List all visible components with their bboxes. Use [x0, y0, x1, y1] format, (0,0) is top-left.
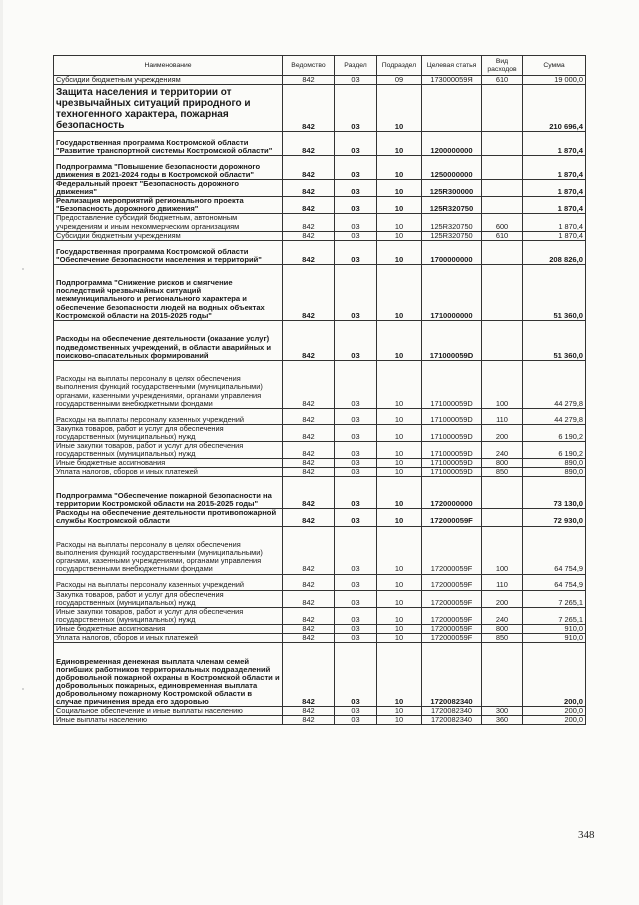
cell-name: Иные бюджетные ассигнования — [54, 459, 283, 468]
cell-agency: 842 — [283, 320, 335, 360]
cell-name: Защита населения и территории от чрезвычайных ситуаций природного и техногенного характера, пожарная безопасность — [54, 85, 283, 132]
cell-name: Субсидии бюджетным учреждениям — [54, 76, 283, 85]
cell-type: 610 — [482, 76, 523, 85]
cell-section: 03 — [335, 574, 377, 590]
cell-sum: 7 265,1 — [523, 607, 586, 624]
cell-name: Закупка товаров, работ и услуг для обеспечения государственных (муниципальных) нужд — [54, 590, 283, 607]
cell-sum: 910,0 — [523, 624, 586, 633]
table-row — [54, 633, 586, 642]
cell-section: 03 — [335, 197, 377, 214]
cell-agency: 842 — [283, 408, 335, 424]
cell-agency: 842 — [283, 643, 335, 707]
table-row — [54, 643, 586, 707]
cell-type — [482, 85, 523, 132]
cell-type: 110 — [482, 408, 523, 424]
cell-subsection: 09 — [377, 76, 422, 85]
cell-type: 100 — [482, 526, 523, 574]
cell-section: 03 — [335, 459, 377, 468]
cell-agency: 842 — [283, 707, 335, 716]
cell-type — [482, 240, 523, 264]
cell-sum: 200,0 — [523, 716, 586, 725]
cell-subsection: 10 — [377, 526, 422, 574]
cell-name: Расходы на выплаты персоналу казенных учреждений — [54, 574, 283, 590]
cell-sum: 890,0 — [523, 459, 586, 468]
cell-type: 610 — [482, 231, 523, 240]
cell-section: 03 — [335, 408, 377, 424]
table-row — [54, 76, 586, 85]
table-row — [54, 509, 586, 526]
cell-sum: 1 870,4 — [523, 132, 586, 156]
cell-sum: 64 754,9 — [523, 526, 586, 574]
cell-target: 1720082340 — [422, 716, 482, 725]
cell-section: 03 — [335, 231, 377, 240]
cell-agency: 842 — [283, 180, 335, 197]
cell-subsection: 10 — [377, 180, 422, 197]
cell-type: 800 — [482, 459, 523, 468]
cell-subsection: 10 — [377, 468, 422, 477]
cell-agency: 842 — [283, 240, 335, 264]
cell-type: 300 — [482, 707, 523, 716]
cell-section: 03 — [335, 360, 377, 408]
cell-target: 172000059F — [422, 607, 482, 624]
cell-name: Государственная программа Костромской области "Обеспечение безопасности населения и территорий" — [54, 240, 283, 264]
cell-subsection: 10 — [377, 707, 422, 716]
cell-subsection: 10 — [377, 197, 422, 214]
cell-sum: 51 360,0 — [523, 320, 586, 360]
scan-speck — [22, 688, 24, 690]
cell-name: Иные закупки товаров, работ и услуг для обеспечения государственных (муниципальных) нужд — [54, 607, 283, 624]
cell-agency: 842 — [283, 156, 335, 180]
cell-subsection: 10 — [377, 574, 422, 590]
cell-subsection: 10 — [377, 509, 422, 526]
cell-target: 172000059F — [422, 624, 482, 633]
cell-type — [482, 264, 523, 320]
cell-section: 03 — [335, 424, 377, 441]
cell-name: Подпрограмма "Повышение безопасности дорожного движения в 2021-2024 годы в Костромской области" — [54, 156, 283, 180]
cell-sum: 890,0 — [523, 468, 586, 477]
cell-type: 240 — [482, 607, 523, 624]
cell-type: 850 — [482, 468, 523, 477]
cell-type — [482, 132, 523, 156]
page-number: 348 — [578, 829, 595, 841]
cell-target: 125R300000 — [422, 180, 482, 197]
cell-target: 1250000000 — [422, 156, 482, 180]
cell-subsection: 10 — [377, 85, 422, 132]
table-row — [54, 180, 586, 197]
cell-name: Реализация мероприятий регионального проекта "Безопасность дорожного движения" — [54, 197, 283, 214]
cell-target: 1720082340 — [422, 643, 482, 707]
cell-type — [482, 509, 523, 526]
cell-sum: 200,0 — [523, 643, 586, 707]
cell-agency: 842 — [283, 459, 335, 468]
cell-sum: 7 265,1 — [523, 590, 586, 607]
cell-section: 03 — [335, 76, 377, 85]
cell-section: 03 — [335, 509, 377, 526]
table-row — [54, 526, 586, 574]
cell-subsection: 10 — [377, 320, 422, 360]
cell-section: 03 — [335, 477, 377, 509]
cell-agency: 842 — [283, 197, 335, 214]
cell-agency: 842 — [283, 214, 335, 231]
cell-name: Социальное обеспечение и иные выплаты населению — [54, 707, 283, 716]
cell-section: 03 — [335, 590, 377, 607]
table-row — [54, 707, 586, 716]
cell-section: 03 — [335, 607, 377, 624]
cell-subsection: 10 — [377, 132, 422, 156]
header-type: Вид расходов — [482, 56, 523, 76]
table-row — [54, 132, 586, 156]
cell-subsection: 10 — [377, 156, 422, 180]
cell-target: 172000059F — [422, 526, 482, 574]
cell-subsection: 10 — [377, 716, 422, 725]
cell-type: 240 — [482, 441, 523, 458]
cell-type: 200 — [482, 590, 523, 607]
table-header-row — [54, 56, 586, 76]
cell-section: 03 — [335, 526, 377, 574]
cell-subsection: 10 — [377, 231, 422, 240]
page-edge — [0, 0, 3, 905]
cell-subsection: 10 — [377, 408, 422, 424]
cell-sum: 6 190,2 — [523, 441, 586, 458]
table-row — [54, 231, 586, 240]
header-agency: Ведомство — [283, 56, 335, 76]
scan-speck — [22, 268, 24, 270]
cell-sum: 210 696,4 — [523, 85, 586, 132]
cell-section: 03 — [335, 214, 377, 231]
cell-target: 125R320750 — [422, 231, 482, 240]
cell-subsection: 10 — [377, 264, 422, 320]
cell-agency: 842 — [283, 477, 335, 509]
cell-target: 1720000000 — [422, 477, 482, 509]
cell-type: 600 — [482, 214, 523, 231]
cell-agency: 842 — [283, 716, 335, 725]
cell-type — [482, 197, 523, 214]
cell-name: Расходы на выплаты персоналу в целях обеспечения выполнения функций государственными (муниципальными) органами, казенными учреждениями, органами управления государственными внебюджетными фондами — [54, 360, 283, 408]
table-row — [54, 214, 586, 231]
header-name: Наименование — [54, 56, 283, 76]
cell-target: 173000059Я — [422, 76, 482, 85]
cell-section: 03 — [335, 441, 377, 458]
cell-subsection: 10 — [377, 424, 422, 441]
cell-target: 1720082340 — [422, 707, 482, 716]
table-row — [54, 590, 586, 607]
cell-subsection: 10 — [377, 643, 422, 707]
cell-target: 171000059D — [422, 468, 482, 477]
cell-sum: 44 279,8 — [523, 408, 586, 424]
cell-type — [482, 320, 523, 360]
cell-type — [482, 180, 523, 197]
table-row — [54, 477, 586, 509]
cell-subsection: 10 — [377, 214, 422, 231]
cell-target: 125R320750 — [422, 197, 482, 214]
cell-agency: 842 — [283, 441, 335, 458]
cell-agency: 842 — [283, 468, 335, 477]
cell-name: Расходы на выплаты персоналу казенных учреждений — [54, 408, 283, 424]
table-row — [54, 360, 586, 408]
cell-type: 100 — [482, 360, 523, 408]
table-row — [54, 320, 586, 360]
cell-name: Расходы на обеспечение деятельности противопожарной службы Костромской области — [54, 509, 283, 526]
cell-agency: 842 — [283, 424, 335, 441]
cell-sum: 73 130,0 — [523, 477, 586, 509]
cell-sum: 1 870,4 — [523, 231, 586, 240]
cell-section: 03 — [335, 643, 377, 707]
table-row — [54, 574, 586, 590]
cell-subsection: 10 — [377, 624, 422, 633]
cell-subsection: 10 — [377, 590, 422, 607]
cell-subsection: 10 — [377, 441, 422, 458]
cell-agency: 842 — [283, 590, 335, 607]
cell-sum: 44 279,8 — [523, 360, 586, 408]
table-row — [54, 459, 586, 468]
cell-target: 1710000000 — [422, 264, 482, 320]
header-sum: Сумма — [523, 56, 586, 76]
cell-target: 172000059F — [422, 574, 482, 590]
cell-agency: 842 — [283, 76, 335, 85]
cell-sum: 51 360,0 — [523, 264, 586, 320]
cell-sum: 910,0 — [523, 633, 586, 642]
cell-type — [482, 477, 523, 509]
cell-section: 03 — [335, 240, 377, 264]
table-row — [54, 408, 586, 424]
cell-target: 171000059D — [422, 441, 482, 458]
table-row — [54, 156, 586, 180]
cell-target: 172000059F — [422, 633, 482, 642]
cell-target: 171000059D — [422, 360, 482, 408]
cell-agency: 842 — [283, 360, 335, 408]
table-row — [54, 264, 586, 320]
cell-target: 171000059D — [422, 459, 482, 468]
cell-name: Федеральный проект "Безопасность дорожного движения" — [54, 180, 283, 197]
cell-name: Подпрограмма "Обеспечение пожарной безопасности на территории Костромской области на 2015-2025 годы" — [54, 477, 283, 509]
cell-subsection: 10 — [377, 633, 422, 642]
cell-target: 171000059D — [422, 424, 482, 441]
cell-name: Иные закупки товаров, работ и услуг для обеспечения государственных (муниципальных) нужд — [54, 441, 283, 458]
cell-type — [482, 643, 523, 707]
cell-type: 360 — [482, 716, 523, 725]
cell-target: 1700000000 — [422, 240, 482, 264]
cell-name: Иные выплаты населению — [54, 716, 283, 725]
cell-sum: 64 754,9 — [523, 574, 586, 590]
cell-section: 03 — [335, 633, 377, 642]
cell-type: 850 — [482, 633, 523, 642]
table-row — [54, 624, 586, 633]
cell-agency: 842 — [283, 574, 335, 590]
cell-section: 03 — [335, 156, 377, 180]
table-row — [54, 468, 586, 477]
cell-target: 171000059D — [422, 408, 482, 424]
cell-section: 03 — [335, 707, 377, 716]
table-row — [54, 85, 586, 132]
table-row — [54, 424, 586, 441]
cell-type: 110 — [482, 574, 523, 590]
table-row — [54, 607, 586, 624]
cell-name: Предоставление субсидий бюджетным, автономным учреждениям и иным некоммерческим организациям — [54, 214, 283, 231]
cell-type: 200 — [482, 424, 523, 441]
cell-agency: 842 — [283, 231, 335, 240]
cell-name: Единовременная денежная выплата членам семей погибших работников территориальных подразделений добровольной пожарной охраны в Костромской области и добровольных пожарных, единовременная выплата добровольному пожарному Костромской области в случае причинения вреда его здоровью — [54, 643, 283, 707]
table-body — [54, 76, 586, 725]
cell-sum: 1 870,4 — [523, 197, 586, 214]
cell-section: 03 — [335, 85, 377, 132]
cell-agency: 842 — [283, 509, 335, 526]
cell-section: 03 — [335, 180, 377, 197]
cell-sum: 1 870,4 — [523, 214, 586, 231]
table-row — [54, 197, 586, 214]
cell-agency: 842 — [283, 526, 335, 574]
cell-sum: 19 000,0 — [523, 76, 586, 85]
cell-section: 03 — [335, 320, 377, 360]
cell-agency: 842 — [283, 132, 335, 156]
table-row — [54, 441, 586, 458]
cell-section: 03 — [335, 624, 377, 633]
cell-section: 03 — [335, 716, 377, 725]
cell-target: 125R320750 — [422, 214, 482, 231]
cell-target: 171000059D — [422, 320, 482, 360]
cell-target — [422, 85, 482, 132]
cell-target: 172000059F — [422, 590, 482, 607]
cell-section: 03 — [335, 132, 377, 156]
cell-type — [482, 156, 523, 180]
header-target: Целевая статья — [422, 56, 482, 76]
cell-section: 03 — [335, 468, 377, 477]
cell-sum: 6 190,2 — [523, 424, 586, 441]
cell-agency: 842 — [283, 624, 335, 633]
cell-sum: 208 826,0 — [523, 240, 586, 264]
cell-subsection: 10 — [377, 240, 422, 264]
cell-name: Уплата налогов, сборов и иных платежей — [54, 468, 283, 477]
cell-target: 172000059F — [422, 509, 482, 526]
budget-table — [53, 55, 586, 725]
cell-name: Подпрограмма "Снижение рисков и смягчение последствий чрезвычайных ситуаций межмуниципального и регионального характера и обеспечение безопасности людей на водных объектах Костромской области на 2015-2025 годы" — [54, 264, 283, 320]
cell-agency: 842 — [283, 85, 335, 132]
cell-agency: 842 — [283, 264, 335, 320]
table-row — [54, 716, 586, 725]
cell-sum: 200,0 — [523, 707, 586, 716]
cell-name: Расходы на обеспечение деятельности (оказание услуг) подведомственных учреждений, в области аварийных и поисково-спасательных формирований — [54, 320, 283, 360]
cell-name: Уплата налогов, сборов и иных платежей — [54, 633, 283, 642]
cell-sum: 72 930,0 — [523, 509, 586, 526]
cell-subsection: 10 — [377, 360, 422, 408]
cell-sum: 1 870,4 — [523, 156, 586, 180]
cell-name: Государственная программа Костромской области "Развитие транспортной системы Костромской области" — [54, 132, 283, 156]
header-subsection: Подраздел — [377, 56, 422, 76]
table-row — [54, 240, 586, 264]
cell-target: 1200000000 — [422, 132, 482, 156]
cell-name: Субсидии бюджетным учреждениям — [54, 231, 283, 240]
cell-name: Закупка товаров, работ и услуг для обеспечения государственных (муниципальных) нужд — [54, 424, 283, 441]
cell-subsection: 10 — [377, 607, 422, 624]
cell-name: Иные бюджетные ассигнования — [54, 624, 283, 633]
cell-agency: 842 — [283, 633, 335, 642]
cell-sum: 1 870,4 — [523, 180, 586, 197]
cell-subsection: 10 — [377, 477, 422, 509]
header-section: Раздел — [335, 56, 377, 76]
cell-subsection: 10 — [377, 459, 422, 468]
cell-section: 03 — [335, 264, 377, 320]
cell-name: Расходы на выплаты персоналу в целях обеспечения выполнения функций государственными (муниципальными) органами, казенными учреждениями, органами управления государственными внебюджетными фондами — [54, 526, 283, 574]
cell-agency: 842 — [283, 607, 335, 624]
cell-type: 800 — [482, 624, 523, 633]
